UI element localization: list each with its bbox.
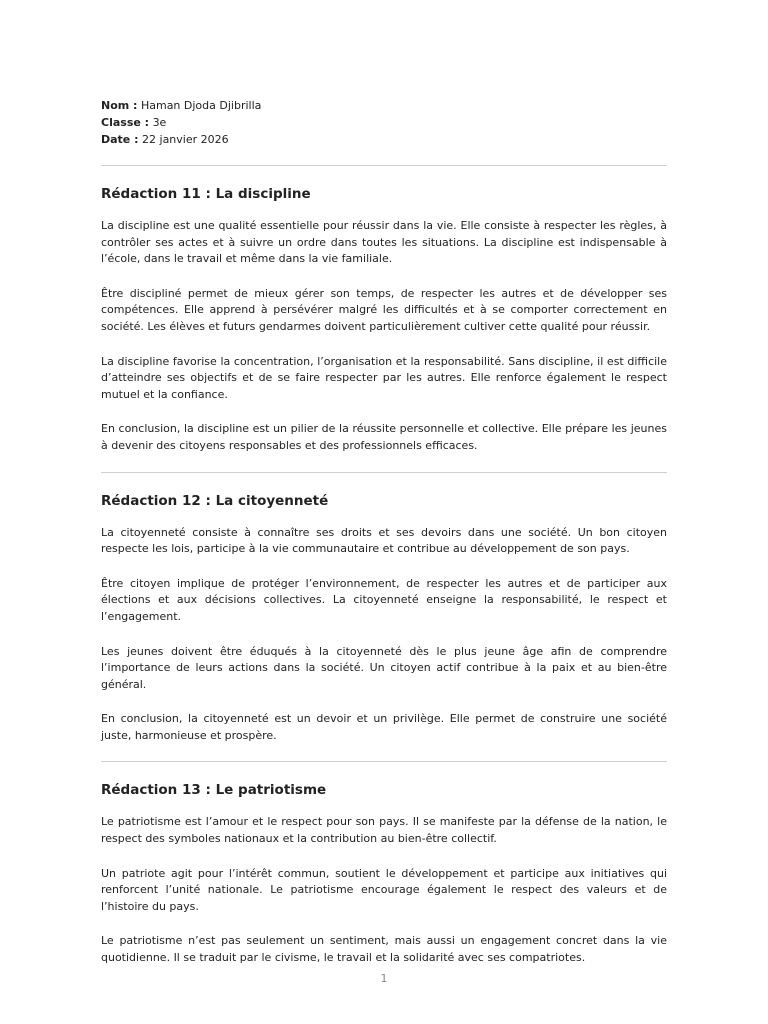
section-discipline [101, 185, 667, 455]
paragraph: La discipline est une qualité essentielle pour réussir dans la vie. Elle consiste à respecter les règles, à contrôler ses actes et à suivre un ordre dans toutes les situations. La discipline est indispensable à l’école, dans le travail et même dans la vie familiale. [101, 219, 667, 266]
document-page [101, 97, 667, 967]
paragraph: Les jeunes doivent être éduqués à la citoyenneté dès le plus jeune âge afin de comprendre l’importance de leurs actions dans la société. Un citoyen actif contribue à la paix et au bien-être général. [101, 644, 667, 691]
date-line [101, 131, 667, 148]
paragraph: Le patriotisme est l’amour et le respect pour son pays. Il se manifeste par la défense de la nation, le respect des symboles nationaux et la contribution au bien-être collectif. [101, 815, 667, 846]
name-line [101, 97, 667, 114]
section-patriotisme [101, 781, 667, 966]
section-citoyennete [101, 492, 667, 745]
divider [101, 761, 667, 762]
class-label: Classe : [101, 116, 150, 129]
date-value: 22 janvier 2026 [142, 133, 229, 146]
paragraph: La discipline favorise la concentration, l’organisation et la responsabilité. Sans discipline, il est difficile d’atteindre ses objectifs et de se faire respecter par les autres. Elle renforce également le respect mutuel et la confiance. [101, 354, 667, 401]
name-value: Haman Djoda Djibrilla [140, 99, 262, 112]
paragraph: En conclusion, la discipline est un pilier de la réussite personnelle et collective. Elle prépare les jeunes à devenir des citoyens responsables et des professionnels efficaces. [101, 422, 667, 452]
name-label: Nom : [101, 99, 138, 112]
page-number: 1 [380, 972, 388, 985]
class-value: 3e [152, 116, 167, 129]
class-line [101, 114, 667, 131]
paragraph: Être citoyen implique de protéger l’environnement, de respecter les autres et de participer aux élections et aux décisions collectives. La citoyenneté enseigne la responsabilité, le respect et l’engagement. [101, 576, 667, 623]
divider [101, 165, 667, 166]
paragraph: Un patriote agit pour l’intérêt commun, soutient le développement et participe aux initiatives qui renforcent l’unité nationale. Le patriotisme encourage également le respect des valeurs et de l’histoire du pays. [101, 866, 667, 913]
divider [101, 472, 667, 473]
paragraph: Être discipliné permet de mieux gérer son temps, de respecter les autres et de développer ses compétences. Elle apprend à persévérer malgré les difficultés et à se comporter correctement en société. Les élèves et futurs gendarmes doivent particulièrement cultiver cette qualité pour réussir. [101, 286, 667, 333]
section-title: Rédaction 12 : La citoyenneté [101, 492, 329, 509]
paragraph: La citoyenneté consiste à connaître ses droits et ses devoirs dans une société. Un bon citoyen respecte les lois, participe à la vie communautaire et contribue au développement de son pays. [101, 525, 667, 556]
section-title: Rédaction 11 : La discipline [101, 186, 311, 202]
paragraph: En conclusion, la citoyenneté est un devoir et un privilège. Elle permet de construire une société juste, harmonieuse et prospère. [101, 712, 667, 742]
date-label: Date : [101, 133, 139, 146]
student-info [101, 97, 667, 148]
section-title: Rédaction 13 : Le patriotisme [101, 782, 327, 799]
paragraph: Le patriotisme n’est pas seulement un sentiment, mais aussi un engagement concret dans la vie quotidienne. Il se traduit par le civisme, le travail et la solidarité avec ses compatriotes. [101, 934, 667, 965]
